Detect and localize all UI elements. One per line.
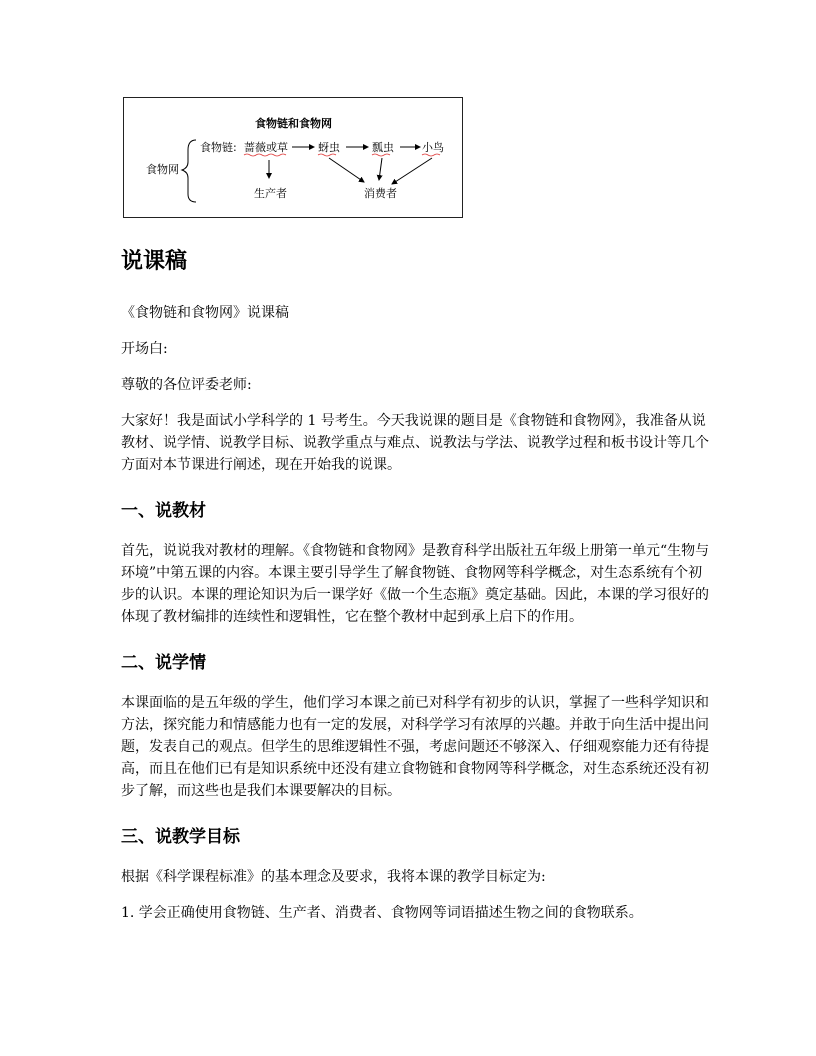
intro-paragraph: 大家好！我是面试小学科学的 1 号考生。今天我说课的题目是《食物链和食物网》，我准备从说教材、说学情、说教学目标、说教学重点与难点、说教法与学法、说教学过程和板书设计等几个方面对本节课进行阐述，现在开始我的说课。 bbox=[121, 413, 709, 473]
spell-underline bbox=[318, 154, 336, 156]
section-heading-goals: 三、说教学目标 bbox=[121, 827, 240, 847]
arrow-bird-consumer bbox=[392, 158, 432, 184]
spell-underline bbox=[422, 154, 440, 156]
document-subtitle: 《食物链和食物网》说课稿 bbox=[121, 305, 289, 321]
food-chain-label: 食物链: bbox=[200, 141, 237, 154]
section-body-goals: 根据《科学课程标准》的基本理念及要求，我将本课的教学目标定为: bbox=[121, 869, 546, 885]
goal-item-1: 1. 学会正确使用食物链、生产者、消费者、食物网等词语描述生物之间的食物联系。 bbox=[121, 905, 643, 921]
diagram-title: 食物链和食物网 bbox=[255, 117, 332, 130]
opening-label: 开场白: bbox=[121, 341, 168, 357]
arrow-aphid-consumer bbox=[329, 158, 364, 182]
brace bbox=[182, 140, 196, 202]
section-heading-students: 二、说学情 bbox=[121, 653, 206, 673]
food-web-diagram bbox=[123, 97, 463, 218]
section-body-students: 本课面临的是五年级的学生，他们学习本课之前已对科学有初步的认识，掌握了一些科学知识和方法，探究能力和情感能力也有一定的发展，对科学学习有浓厚的兴趣。并敢于向生活中提出问题，发表自己的观点。但学生的思维逻辑性不强，考虑问题还不够深入、仔细观察能力还有待提高，而且在他们已有是知识系统中还没有建立食物链和食物网等科学概念，对生态系统还没有初步了解，而这些也是我们本课要解决的目标。 bbox=[121, 695, 709, 799]
document-body bbox=[121, 246, 711, 935]
organism-bird: 小鸟 bbox=[422, 141, 444, 154]
section-heading-textbook: 一、说教材 bbox=[121, 501, 206, 521]
food-web-label: 食物网 bbox=[146, 163, 179, 176]
consumer-label: 消费者 bbox=[364, 187, 397, 200]
organism-roses-or-grass: 蔷薇或草 bbox=[244, 141, 288, 154]
arrow-ladybug-consumer bbox=[379, 158, 382, 180]
producer-label: 生产者 bbox=[254, 187, 287, 200]
spell-underline bbox=[372, 154, 390, 156]
page-title: 说课稿 bbox=[121, 249, 188, 274]
food-web-diagram-svg bbox=[124, 98, 462, 217]
greeting: 尊敬的各位评委老师: bbox=[121, 377, 252, 393]
section-body-textbook: 首先，说说我对教材的理解。《食物链和食物网》是教育科学出版社五年级上册第一单元“生物与环境”中第五课的内容。本课主要引导学生了解食物链、食物网等科学概念，对生态系统有个初步的认识。本课的理论知识为后一课学好《做一个生态瓶》奠定基础。因此，本课的学习很好的体现了教材编排的连续性和逻辑性，它在整个教材中起到承上启下的作用。 bbox=[121, 543, 710, 625]
spell-underline bbox=[244, 154, 286, 156]
organism-aphid: 蚜虫 bbox=[318, 141, 340, 154]
organism-ladybug: 瓢虫 bbox=[372, 141, 394, 154]
